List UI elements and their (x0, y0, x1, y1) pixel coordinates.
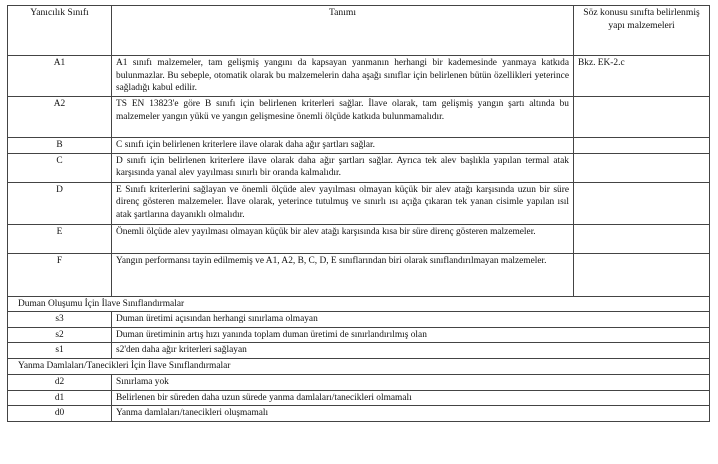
header-class: Yanıcılık Sınıfı (8, 6, 112, 56)
definition-cell: C sınıfı için belirlenen kriterlere ilave olarak daha ağır şartları sağlar. (112, 138, 574, 154)
table-row (8, 153, 710, 182)
class-cell: A1 (8, 56, 112, 97)
definition-cell: TS EN 13823'e göre B sınıfı için belirlenen kriterleri sağlar. İlave olarak, tam gelişmiş yangın şartı altında bu malzemeler yangın yükü ve yangın gelişmesine önemli ölçüde katkıda bulunmamalıdır. (112, 97, 574, 138)
materials-cell (574, 253, 710, 296)
table-row (8, 312, 710, 328)
class-cell: D (8, 182, 112, 224)
fire-classification-table-container (7, 5, 709, 422)
definition-cell: Duman üretiminin artış hızı yanında toplam duman üretimi de sınırlandırılmış olan (112, 327, 710, 343)
definition-cell: s2'den daha ağır kriterleri sağlayan (112, 343, 710, 359)
class-cell: E (8, 224, 112, 253)
smoke-section-title: Duman Oluşumu İçin İlave Sınıflandırmalar (8, 296, 710, 312)
table-row (8, 253, 710, 296)
materials-cell (574, 153, 710, 182)
definition-cell: Belirlenen bir süreden daha uzun sürede yanma damlaları/tanecikleri olmamalı (112, 390, 710, 406)
table-row (8, 406, 710, 422)
materials-cell (574, 182, 710, 224)
table-row (8, 390, 710, 406)
table-row (8, 97, 710, 138)
table-row (8, 327, 710, 343)
fire-classification-table (7, 5, 710, 422)
materials-cell (574, 97, 710, 138)
table-row (8, 182, 710, 224)
header-row (8, 6, 710, 56)
definition-cell: E Sınıfı kriterlerini sağlayan ve önemli ölçüde alev yayılması olmayan küçük bir alev atağı karşısında uzun bir süre direnç gösteren malzemeler. İlave olarak, yeterince tutulmuş ve sınırlı ısı açığa çıkaran tek yanan cisimle yapılan ısıl atak şartlarına dayanıklı olmalıdır. (112, 182, 574, 224)
table-row (8, 374, 710, 390)
materials-cell (574, 138, 710, 154)
class-cell: s3 (8, 312, 112, 328)
class-cell: s1 (8, 343, 112, 359)
header-definition: Tanımı (112, 6, 574, 56)
class-cell: F (8, 253, 112, 296)
class-cell: d1 (8, 390, 112, 406)
definition-cell: Önemli ölçüde alev yayılması olmayan küçük bir alev atağı karşısında kısa bir süre direnç gösteren malzemeler. (112, 224, 574, 253)
definition-cell: Yanma damlaları/tanecikleri oluşmamalı (112, 406, 710, 422)
definition-cell: Yangın performansı tayin edilmemiş ve A1, A2, B, C, D, E sınıflarından biri olarak sınıflandırılmayan malzemeler. (112, 253, 574, 296)
class-cell: B (8, 138, 112, 154)
droplets-section-title: Yanma Damlaları/Tanecikleri İçin İlave Sınıflandırmalar (8, 359, 710, 375)
table-row (8, 56, 710, 97)
definition-cell: Sınırlama yok (112, 374, 710, 390)
smoke-section-row (8, 296, 710, 312)
class-cell: d2 (8, 374, 112, 390)
materials-cell (574, 224, 710, 253)
definition-cell: Duman üretimi açısından herhangi sınırlama olmayan (112, 312, 710, 328)
table-row (8, 224, 710, 253)
materials-cell: Bkz. EK-2.c (574, 56, 710, 97)
class-cell: A2 (8, 97, 112, 138)
table-row (8, 138, 710, 154)
class-cell: s2 (8, 327, 112, 343)
definition-cell: D sınıfı için belirlenen kriterlere ilave olarak daha ağır şartları sağlar. Ayrıca tek alev başlıkla yapılan termal atak karşısında yanal alev yayılması sınırlı bir oranda kalmalıdır. (112, 153, 574, 182)
header-materials: Söz konusu sınıfta belirlenmiş yapı malzemeleri (574, 6, 710, 56)
droplets-section-row (8, 359, 710, 375)
definition-cell: A1 sınıfı malzemeler, tam gelişmiş yangını da kapsayan yanmanın herhangi bir kademesinde yanmaya katkıda bulunmazlar. Bu sebeple, otomatik olarak bu malzemelerin daha aşağı sınıflar için belirlenen bütün özellikleri yeterince sağladığı kabul edilir. (112, 56, 574, 97)
class-cell: C (8, 153, 112, 182)
table-row (8, 343, 710, 359)
class-cell: d0 (8, 406, 112, 422)
